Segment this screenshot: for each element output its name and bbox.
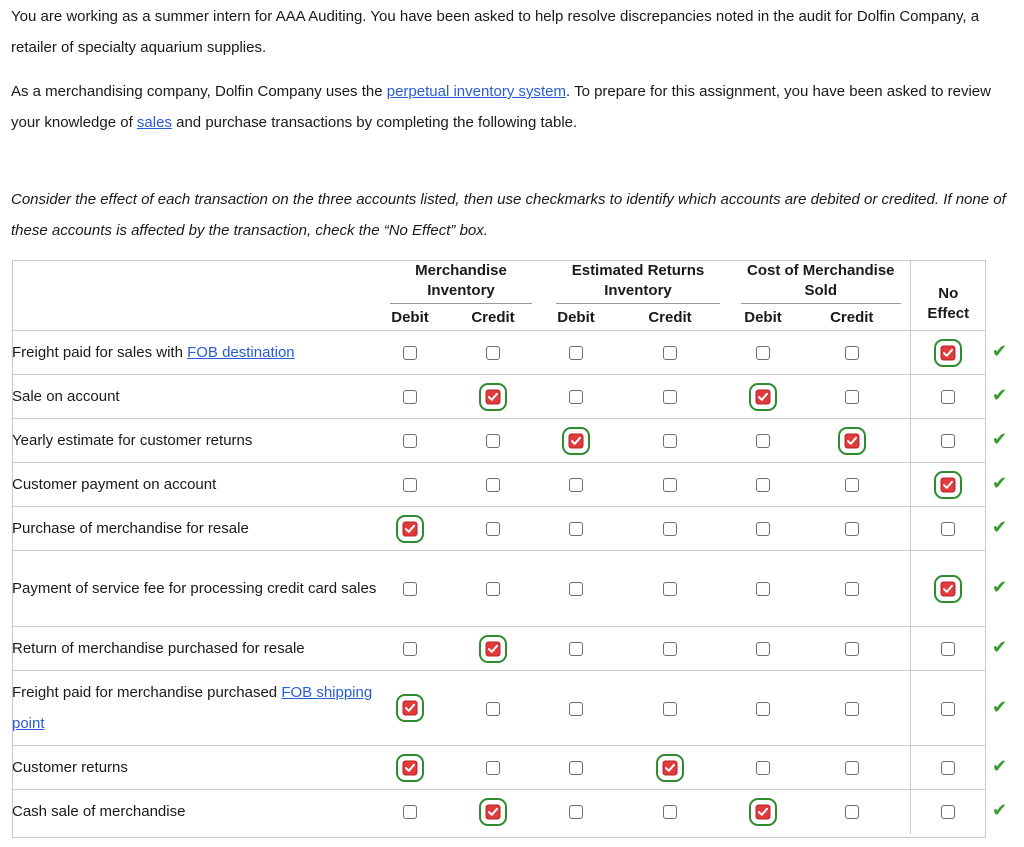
table-row (12, 671, 986, 746)
checkbox-checked[interactable] (934, 339, 962, 367)
cell-est-returns-debit (544, 331, 608, 375)
checkbox-checked[interactable] (562, 427, 590, 455)
correct-checkmark-icon: ✔ (992, 577, 1008, 597)
col-header-debit: Debit (378, 304, 442, 331)
checkbox[interactable] (845, 582, 859, 596)
cell-merch-inv-debit (378, 551, 442, 627)
group-header-est-returns: Estimated Returns Inventory (544, 260, 732, 304)
checkbox[interactable] (941, 805, 955, 819)
correct-checkmark-icon: ✔ (992, 800, 1008, 820)
transactions-table (12, 260, 986, 834)
checkbox[interactable] (486, 702, 500, 716)
transaction-text: Customer payment on account (12, 476, 217, 493)
checkbox[interactable] (403, 346, 417, 360)
transaction-term-link[interactable]: FOB destination (187, 344, 295, 361)
correct-checkmark-icon: ✔ (992, 385, 1008, 405)
cell-no-effect (910, 746, 986, 790)
checkbox[interactable] (663, 642, 677, 656)
intro-paragraph-2 (11, 76, 1019, 138)
cell-est-returns-debit (544, 463, 608, 507)
transaction-text: Freight paid for merchandise purchased (12, 684, 282, 701)
checkbox[interactable] (845, 702, 859, 716)
cell-est-returns-credit (608, 419, 732, 463)
cell-est-returns-credit (608, 331, 732, 375)
checkbox[interactable] (845, 390, 859, 404)
cell-cogs-credit (794, 507, 910, 551)
table-row (12, 463, 986, 507)
table-row (12, 627, 986, 671)
cell-cogs-debit (732, 671, 794, 746)
checkbox-checked[interactable] (396, 754, 424, 782)
transaction-text: Payment of service fee for processing credit card sales (12, 580, 377, 597)
checkbox-checked[interactable] (934, 575, 962, 603)
checkbox[interactable] (486, 522, 500, 536)
cell-est-returns-debit (544, 627, 608, 671)
cell-cogs-debit (732, 463, 794, 507)
checkbox[interactable] (486, 761, 500, 775)
cell-merch-inv-debit (378, 331, 442, 375)
cell-cogs-debit (732, 331, 794, 375)
cell-no-effect (910, 507, 986, 551)
cell-est-returns-debit (544, 375, 608, 419)
cell-cogs-credit (794, 463, 910, 507)
correct-checkmark-icon: ✔ (992, 696, 1008, 717)
col-header-credit: Credit (794, 304, 910, 331)
correct-checkmark-icon: ✔ (992, 429, 1008, 449)
corner-subheader (12, 304, 378, 331)
checkbox[interactable] (941, 522, 955, 536)
checkbox[interactable] (403, 478, 417, 492)
cell-merch-inv-credit (442, 551, 544, 627)
cell-est-returns-credit (608, 627, 732, 671)
instructions: Consider the effect of each transaction on the three accounts listed, then use checkmarks to identify which accounts are debited or credited. If none of these accounts is affected by the transaction, check the “No Effect” box. (11, 191, 1006, 239)
checkbox-checked[interactable] (934, 471, 962, 499)
corner-header (12, 260, 378, 304)
cell-merch-inv-debit (378, 419, 442, 463)
correct-checkmark-icon: ✔ (992, 517, 1008, 537)
cell-merch-inv-debit (378, 507, 442, 551)
cell-merch-inv-debit (378, 463, 442, 507)
cell-est-returns-debit (544, 507, 608, 551)
cell-no-effect (910, 790, 986, 834)
cell-est-returns-debit (544, 551, 608, 627)
table-row (12, 790, 986, 834)
cell-no-effect (910, 331, 986, 375)
checkbox[interactable] (663, 390, 677, 404)
transaction-text: Return of merchandise purchased for resale (12, 640, 305, 657)
cell-merch-inv-credit (442, 671, 544, 746)
cell-cogs-credit (794, 627, 910, 671)
cell-merch-inv-credit (442, 507, 544, 551)
checkbox-checked[interactable] (656, 754, 684, 782)
cell-cogs-credit (794, 419, 910, 463)
checkbox[interactable] (941, 761, 955, 775)
checkbox[interactable] (663, 805, 677, 819)
col-header-debit: Debit (732, 304, 794, 331)
intro-text-c: and purchase transactions by completing the following table. (171, 114, 578, 131)
cell-est-returns-credit (608, 790, 732, 834)
checkbox[interactable] (845, 642, 859, 656)
cell-est-returns-debit (544, 419, 608, 463)
checkbox[interactable] (756, 702, 770, 716)
col-header-debit: Debit (544, 304, 608, 331)
checkbox[interactable] (663, 702, 677, 716)
cell-no-effect (910, 463, 986, 507)
cell-merch-inv-debit (378, 627, 442, 671)
checkbox[interactable] (663, 346, 677, 360)
intro-paragraph-1: You are working as a summer intern for AAA Auditing. You have been asked to help resolve discrepancies noted in the audit for Dolfin Company, a retailer of specialty aquarium supplies. (11, 8, 980, 56)
cell-cogs-debit (732, 551, 794, 627)
cell-merch-inv-debit (378, 746, 442, 790)
transaction-text: Sale on account (12, 388, 120, 405)
cell-cogs-credit (794, 790, 910, 834)
correct-checkmark-icon: ✔ (992, 341, 1008, 361)
checkbox[interactable] (756, 346, 770, 360)
perpetual-inventory-link[interactable]: perpetual inventory system (386, 83, 567, 100)
checkbox-checked[interactable] (396, 515, 424, 543)
col-header-credit: Credit (608, 304, 732, 331)
transaction-label (12, 375, 378, 419)
checkbox[interactable] (569, 761, 583, 775)
checkbox[interactable] (403, 642, 417, 656)
cell-cogs-credit (794, 331, 910, 375)
cell-merch-inv-credit (442, 627, 544, 671)
checkbox[interactable] (569, 478, 583, 492)
checkbox[interactable] (845, 761, 859, 775)
transaction-term-link[interactable]: FOB shipping point (12, 684, 373, 732)
transaction-label (12, 507, 378, 551)
checkbox[interactable] (569, 346, 583, 360)
table-row (12, 375, 986, 419)
correct-checkmark-icon: ✔ (992, 756, 1008, 776)
cell-est-returns-credit (608, 551, 732, 627)
transaction-text: Purchase of merchandise for resale (12, 520, 249, 537)
cell-merch-inv-debit (378, 671, 442, 746)
checkbox[interactable] (845, 478, 859, 492)
checkbox[interactable] (569, 522, 583, 536)
checkbox[interactable] (941, 390, 955, 404)
checkbox[interactable] (845, 346, 859, 360)
transaction-text: Customer returns (12, 759, 128, 776)
transaction-text: Cash sale of merchandise (12, 803, 186, 821)
cell-cogs-credit (794, 746, 910, 790)
cell-est-returns-debit (544, 746, 608, 790)
cell-est-returns-credit (608, 375, 732, 419)
checkbox[interactable] (569, 642, 583, 656)
intro-text-a: As a merchandising company, Dolfin Company uses the (11, 83, 387, 100)
checkbox[interactable] (403, 434, 417, 448)
cell-est-returns-credit (608, 671, 732, 746)
cell-cogs-debit (732, 375, 794, 419)
cell-est-returns-credit (608, 463, 732, 507)
checkbox[interactable] (941, 642, 955, 656)
cell-est-returns-debit (544, 671, 608, 746)
group-header-merch-inventory: Merchandise Inventory (378, 260, 544, 304)
checkbox-checked[interactable] (749, 798, 777, 826)
checkbox[interactable] (403, 390, 417, 404)
checkbox[interactable] (756, 434, 770, 448)
cell-no-effect (910, 551, 986, 627)
transaction-label (12, 627, 378, 671)
checkbox[interactable] (663, 522, 677, 536)
intro-text-b: . To prepare for this assignment, you have been asked to review your knowledge of (11, 83, 991, 131)
cell-cogs-credit (794, 671, 910, 746)
checkbox-checked[interactable] (749, 383, 777, 411)
cell-merch-inv-credit (442, 463, 544, 507)
table-row (12, 331, 986, 375)
checkbox[interactable] (845, 522, 859, 536)
table-row (12, 419, 986, 463)
checkbox[interactable] (756, 522, 770, 536)
cell-merch-inv-credit (442, 790, 544, 834)
checkbox[interactable] (569, 805, 583, 819)
transaction-label (12, 331, 378, 375)
transaction-label (12, 419, 378, 463)
checkbox[interactable] (941, 702, 955, 716)
checkbox[interactable] (486, 434, 500, 448)
cell-no-effect (910, 627, 986, 671)
checkbox[interactable] (569, 702, 583, 716)
cell-merch-inv-credit (442, 375, 544, 419)
checkbox-checked[interactable] (396, 694, 424, 722)
checkbox[interactable] (756, 582, 770, 596)
cell-cogs-credit (794, 551, 910, 627)
cell-no-effect (910, 419, 986, 463)
cell-cogs-debit (732, 746, 794, 790)
checkbox[interactable] (569, 390, 583, 404)
cell-merch-inv-credit (442, 746, 544, 790)
transaction-text: Yearly estimate for customer returns (12, 432, 253, 449)
cell-merch-inv-debit (378, 375, 442, 419)
cell-est-returns-debit (544, 790, 608, 834)
cell-merch-inv-credit (442, 419, 544, 463)
checkbox[interactable] (663, 582, 677, 596)
cell-cogs-debit (732, 507, 794, 551)
checkbox-checked[interactable] (479, 798, 507, 826)
checkbox-checked[interactable] (479, 383, 507, 411)
cell-no-effect (910, 671, 986, 746)
cell-est-returns-credit (608, 746, 732, 790)
group-header-cogs: Cost of Merchandise Sold (732, 260, 910, 304)
checkbox-checked[interactable] (838, 427, 866, 455)
transaction-text: Freight paid for sales with (12, 344, 188, 361)
transaction-label (12, 463, 378, 507)
table-row (12, 551, 986, 627)
checkbox[interactable] (845, 805, 859, 819)
checkbox[interactable] (486, 582, 500, 596)
checkbox[interactable] (569, 582, 583, 596)
cell-no-effect (910, 375, 986, 419)
table-row (12, 507, 986, 551)
no-effect-header: No Effect (910, 260, 986, 331)
checkbox[interactable] (756, 642, 770, 656)
cell-cogs-debit (732, 790, 794, 834)
cell-est-returns-credit (608, 507, 732, 551)
checkbox[interactable] (403, 582, 417, 596)
transaction-label (12, 746, 378, 790)
checkbox[interactable] (403, 805, 417, 819)
checkbox[interactable] (663, 434, 677, 448)
checkbox[interactable] (486, 478, 500, 492)
checkbox[interactable] (941, 434, 955, 448)
correct-checkmark-icon: ✔ (992, 637, 1008, 657)
transaction-label (12, 551, 378, 627)
table-row (12, 746, 986, 790)
transaction-label (12, 671, 378, 746)
checkbox[interactable] (486, 346, 500, 360)
cell-merch-inv-credit (442, 331, 544, 375)
cell-cogs-debit (732, 627, 794, 671)
col-header-credit: Credit (442, 304, 544, 331)
checkbox[interactable] (756, 761, 770, 775)
cell-cogs-debit (732, 419, 794, 463)
transaction-label (12, 790, 378, 834)
checkbox[interactable] (756, 478, 770, 492)
cell-cogs-credit (794, 375, 910, 419)
checkbox-checked[interactable] (479, 635, 507, 663)
cell-merch-inv-debit (378, 790, 442, 834)
sales-link[interactable]: sales (136, 114, 172, 131)
checkbox[interactable] (663, 478, 677, 492)
correct-checkmark-icon: ✔ (992, 473, 1008, 493)
